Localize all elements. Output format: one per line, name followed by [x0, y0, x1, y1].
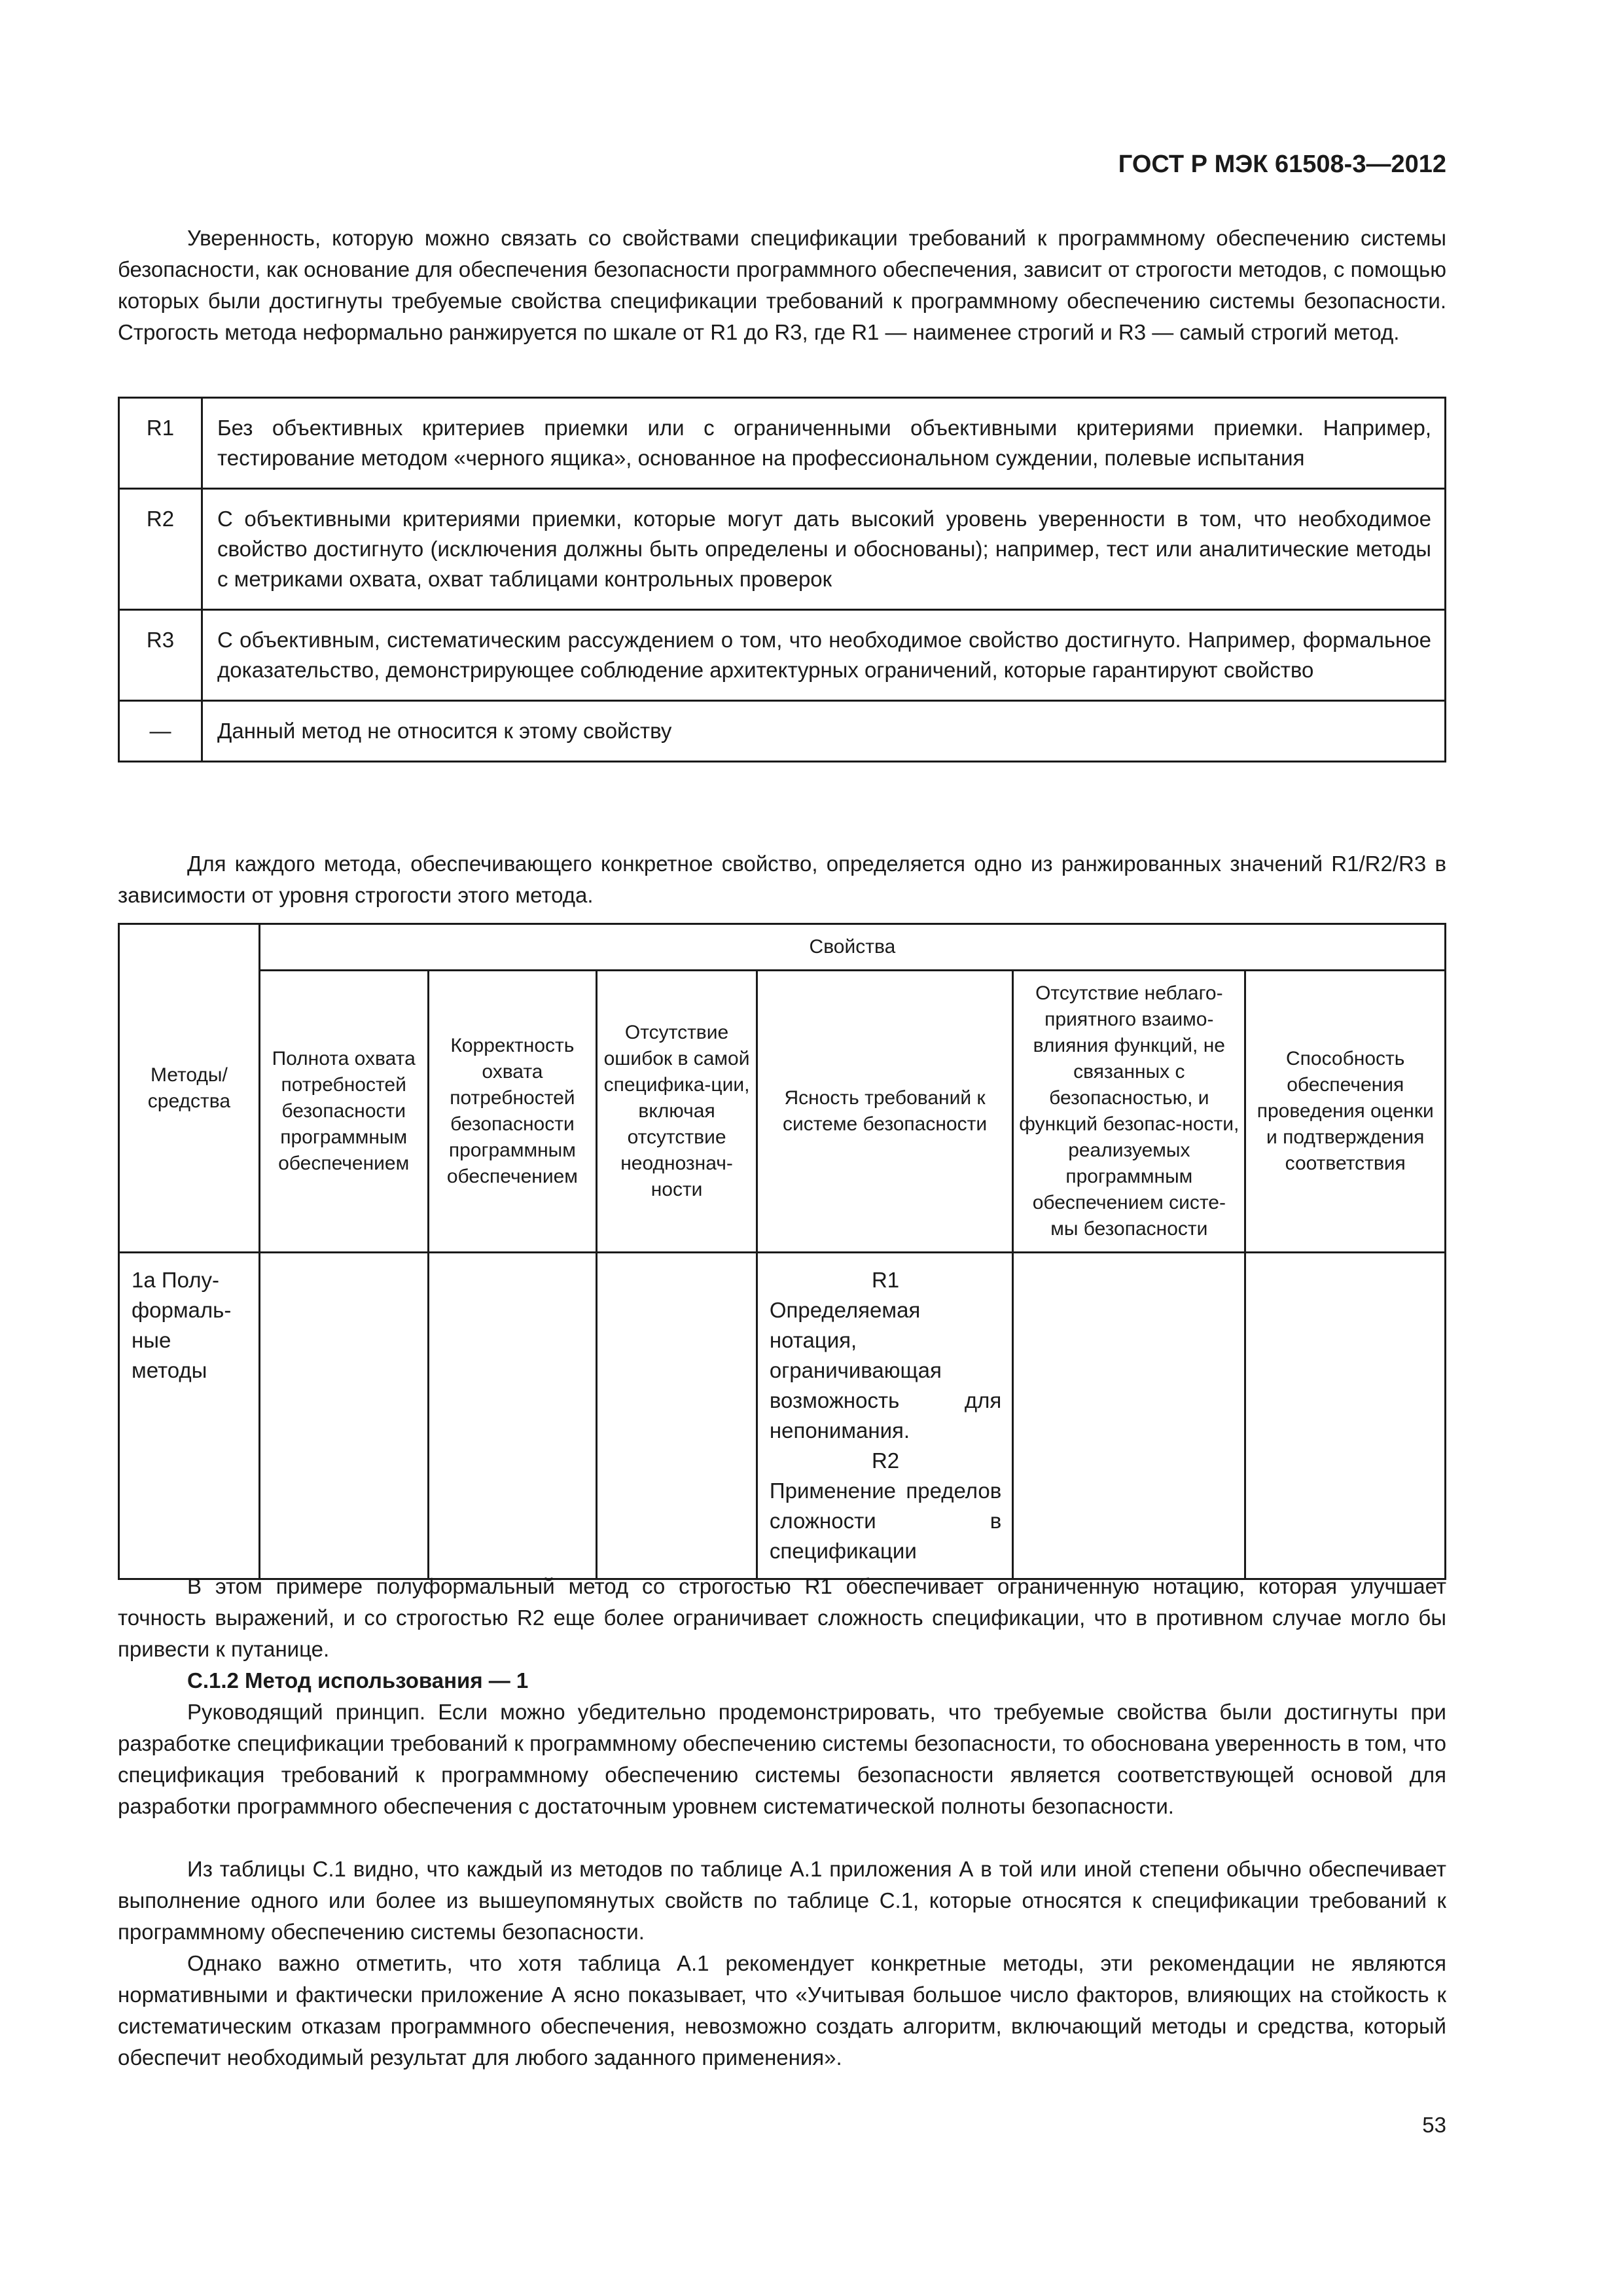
table-cell [1013, 1253, 1245, 1579]
table-cell [428, 1253, 597, 1579]
rigor-levels-table [118, 397, 1446, 762]
table-row [119, 398, 1446, 489]
rigor-description: С объективными критериями приемки, которые могут дать высокий уровень уверенности в том, что необходимое свойство достигнуто (исключения должны быть определены и обоснованы); например, тест или аналитические методы с метриками охвата, охват таблицами контрольных проверок [202, 489, 1446, 610]
intro-paragraph: Уверенность, которую можно связать со свойствами спецификации требований к программному обеспечению системы безопасности, как основание для обеспечения безопасности программного обеспечения, зависит от строгости методов, с помощью которых были достигнуты требуемые свойства спецификации требований к программному обеспечению системы безопасности. Строгость метода неформально ранжируется по шкале от R1 до R3, где R1 — наименее строгий и R3 — самый строгий метод. [118, 226, 1446, 344]
rigor-text: Применение пределов сложности в спецификации [769, 1479, 1002, 1563]
rigor-code: R1 [119, 398, 202, 489]
rigor-text: Определяемая нотация, ограничивающая возможность для непонимания. [769, 1298, 1002, 1443]
table-row [119, 701, 1446, 762]
properties-group-header: Свойства [259, 924, 1445, 971]
rigor-label: R1 [871, 1268, 900, 1292]
rigor-description: Без объективных критериев приемки или с ограниченными объективными критериями приемки. Например, тестирование методом «черного ящика», основанное на профессиональном суждении, полевые испытания [202, 398, 1446, 489]
table-header-row [119, 924, 1446, 971]
rigor-description: Данный метод не относится к этому свойству [202, 701, 1446, 762]
rigor-code: R3 [119, 610, 202, 701]
table-cell [259, 1253, 428, 1579]
body-paragraph: Руководящий принцип. Если можно убедительно продемонстрировать, что требуемые свойства были достигнуты при разработке спецификации требований к программному обеспечению системы безопасности, то обоснована уверенность в том, что спецификация требований к программному обеспечению системы безопасности является соответствующей основой для разработки программного обеспечения с достаточным уровнем систематической полноты безопасности. [118, 1700, 1446, 1818]
column-header: Ясность требований к системе безопасности [757, 971, 1012, 1253]
body-paragraph: Из таблицы С.1 видно, что каждый из методов по таблице А.1 приложения А в той или иной степени обычно обеспечивает выполнение одного или более из вышеупомянутых свойств по таблице С.1, которые относятся к спецификации требований к программному обеспечению системы безопасности. [118, 1857, 1446, 1944]
table-cell [597, 1253, 757, 1579]
after-table-paragraph: В этом примере полуформальный метод со строгостью R1 обеспечивает ограниченную нотацию, которая улучшает точность выражений, и со строгостью R2 еще более ограничивает сложность спецификации, что в противном случае могло бы привести к путанице. [118, 1574, 1446, 1661]
rigor-description: С объективным, систематическим рассуждением о том, что необходимое свойство достигнуто. Например, формальное доказательство, демонстрирующее соблюдение архитектурных ограничений, которые гарантируют свойство [202, 610, 1446, 701]
page-number: 53 [1422, 2113, 1446, 2137]
table-row [119, 1253, 1446, 1579]
column-header: Отсутствие неблаго-приятного взаимо-влияния функций, не связанных с безопасностью, и функций безопас-ности, реализуемых программным обеспечением систе-мы безопасности [1013, 971, 1245, 1253]
clarity-cell [757, 1253, 1012, 1579]
column-header: Полнота охвата потребностей безопасности программным обеспечением [259, 971, 428, 1253]
properties-table [118, 923, 1446, 1580]
table-row [119, 610, 1446, 701]
middle-paragraph: Для каждого метода, обеспечивающего конкретное свойство, определяется одно из ранжированных значений R1/R2/R3 в зависимости от уровня строгости этого метода. [118, 852, 1446, 907]
column-header: Способность обеспечения проведения оценки и подтверждения соответствия [1245, 971, 1446, 1253]
section-heading: С.1.2 Метод использования — 1 [187, 1668, 529, 1693]
rigor-code: — [119, 701, 202, 762]
column-header: Корректность охвата потребностей безопасности программным обеспечением [428, 971, 597, 1253]
rigor-label: R2 [871, 1448, 900, 1473]
table-cell [1245, 1253, 1446, 1579]
body-paragraph: Однако важно отметить, что хотя таблица А.1 рекомендует конкретные методы, эти рекомендации не являются нормативными и фактически приложение А ясно показывает, что «Учитывая большое число факторов, влияющих на стойкость к систематическим отказам программного обеспечения, невозможно создать алгоритм, включающий методы и средства, который обеспечит необходимый результат для любого заданного применения». [118, 1951, 1446, 2070]
column-header: Отсутствие ошибок в самой специфика-ции, включая отсутствие неоднознач-ности [597, 971, 757, 1253]
table-row [119, 489, 1446, 610]
method-cell: 1а Полу-формаль-ные методы [119, 1253, 260, 1579]
methods-header: Методы/ средства [119, 924, 260, 1253]
document-header: ГОСТ Р МЭК 61508-3—2012 [1118, 151, 1446, 178]
rigor-code: R2 [119, 489, 202, 610]
table-header-row [119, 971, 1446, 1253]
